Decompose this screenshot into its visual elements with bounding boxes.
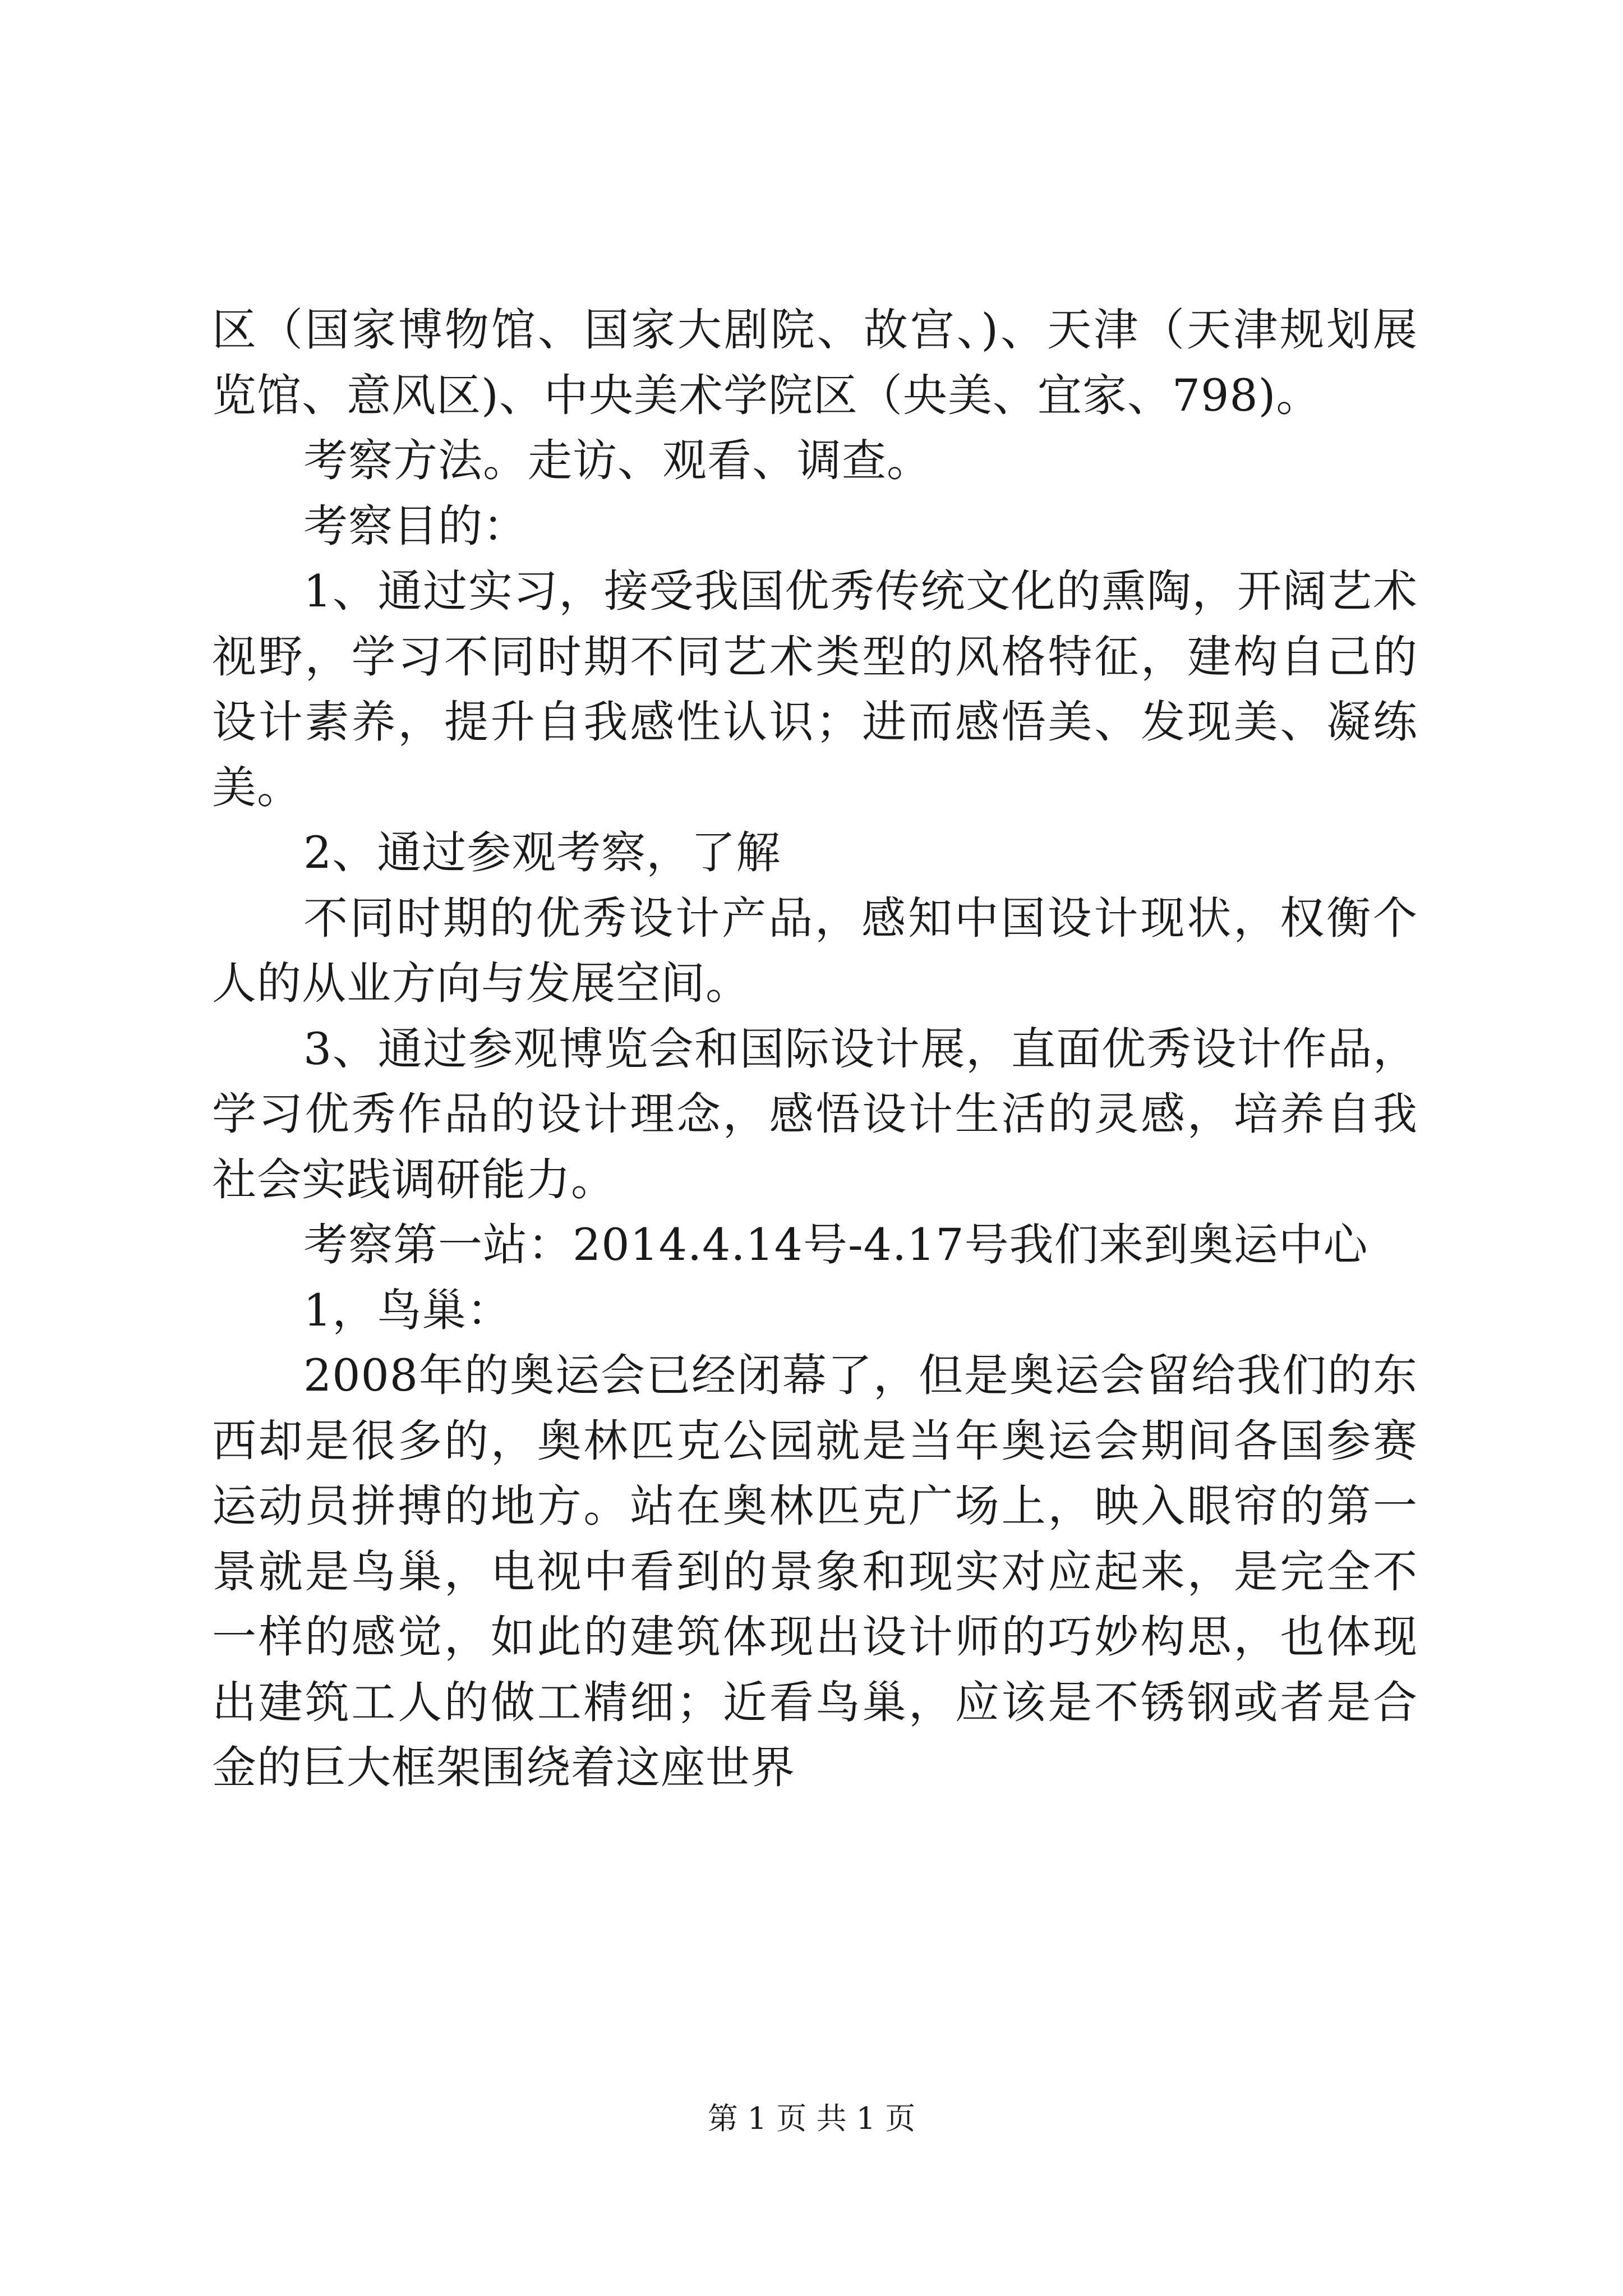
paragraph-locations: 区（国家博物馆、国家大剧院、故宫、)、天津（天津规划展览馆、意风区)、中央美术学院区（央美、宜家、798)。 — [212, 304, 1418, 421]
document-body — [212, 297, 1418, 1801]
paragraph-purpose-2b: 不同时期的优秀设计产品，感知中国设计现状，权衡个人的从业方向与发展空间。 — [212, 892, 1418, 1009]
paragraph-first-stop: 考察第一站：2014.4.14号-4.17号我们来到奥运中心 — [303, 1219, 1368, 1271]
page-footer: 第 1 页 共 1 页 — [707, 2101, 916, 2136]
paragraph-purpose-1: 1、通过实习，接受我国优秀传统文化的熏陶，开阔艺术视野，学习不同时期不同艺术类型的风格特征，建构自己的设计素养，提升自我感性认识；进而感悟美、发现美、凝练美。 — [212, 565, 1418, 813]
paragraph-purpose-heading: 考察目的： — [303, 500, 528, 552]
paragraph-purpose-3: 3、通过参观博览会和国际设计展，直面优秀设计作品，学习优秀作品的设计理念，感悟设计生活的灵感，培养自我社会实践调研能力。 — [212, 1023, 1418, 1205]
paragraph-method: 考察方法。走访、观看、调查。 — [303, 435, 932, 486]
paragraph-purpose-2a: 2、通过参观考察，了解 — [303, 827, 781, 878]
paragraph-birds-nest-body: 2008年的奥运会已经闭幕了，但是奥运会留给我们的东西却是很多的，奥林匹克公园就是当年奥运会期间各国参赛运动员拼搏的地方。站在奥林匹克广场上，映入眼帘的第一景就是鸟巢，电视中看到的景象和现实对应起来，是完全不一样的感觉，如此的建筑体现出设计师的巧妙构思，也体现出建筑工人的做工精细；近看鸟巢，应该是不锈钢或者是合金的巨大框架围绕着这座世界 — [212, 1350, 1418, 1793]
paragraph-birds-nest-heading: 1，鸟巢： — [303, 1284, 512, 1336]
